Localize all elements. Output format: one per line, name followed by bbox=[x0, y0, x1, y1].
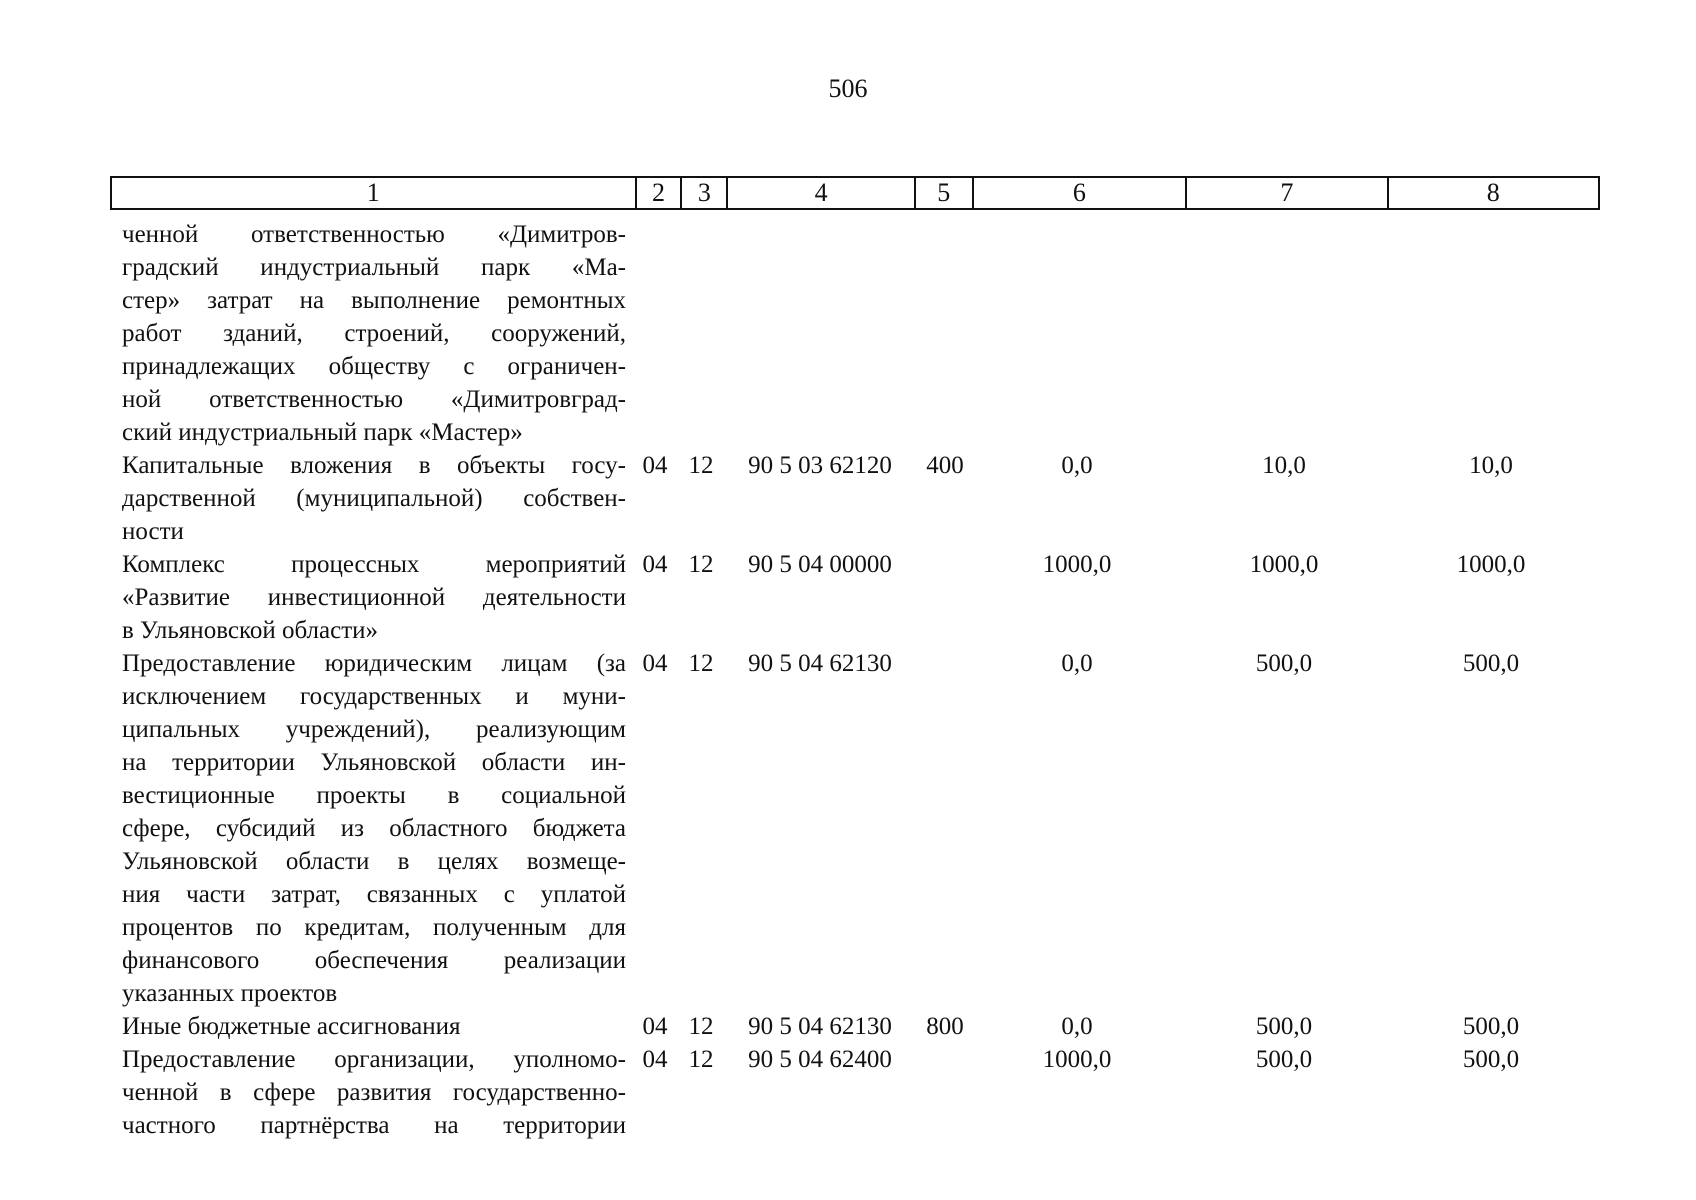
description-line: частного партнёрства на территории bbox=[122, 1112, 626, 1139]
amount-col-7: 1000,0 bbox=[1249, 551, 1319, 578]
table-row bbox=[110, 218, 1600, 449]
target-article-code: 90 5 04 00000 bbox=[748, 551, 892, 578]
amount-col-8: 500,0 bbox=[1462, 1013, 1520, 1040]
row-description bbox=[110, 449, 630, 548]
section-code: 04 bbox=[642, 452, 668, 479]
subsection-code: 12 bbox=[688, 1046, 714, 1073]
amount-col-8 bbox=[1386, 218, 1596, 449]
description-line: Иные бюджетные ассигнования bbox=[122, 1013, 461, 1040]
description-line: Предоставление организации, уполномо- bbox=[122, 1046, 626, 1073]
section-code: 04 bbox=[642, 551, 668, 578]
description-line: процентов по кредитам, полученным для bbox=[122, 914, 626, 941]
target-article-code bbox=[722, 218, 918, 449]
amount-col-6: 0,0 bbox=[1061, 452, 1093, 479]
header-col-7: 7 bbox=[1187, 178, 1388, 208]
expense-type-code bbox=[918, 647, 972, 1010]
subsection-code: 12 bbox=[688, 551, 714, 578]
description-line: указанных проектов bbox=[122, 980, 338, 1007]
amount-col-7: 10,0 bbox=[1262, 452, 1306, 479]
description-line: в Ульяновской области» bbox=[122, 617, 379, 644]
expense-type-code bbox=[918, 218, 972, 449]
amount-col-7: 500,0 bbox=[1255, 1046, 1313, 1073]
table-header-row bbox=[110, 176, 1600, 210]
amount-col-7: 500,0 bbox=[1255, 1013, 1313, 1040]
header-col-8: 8 bbox=[1486, 178, 1500, 207]
page-number: 506 bbox=[828, 74, 868, 103]
subsection-code: 12 bbox=[688, 452, 714, 479]
subsection-code: 12 bbox=[688, 650, 714, 677]
description-line: «Развитие инвестиционной деятельности bbox=[122, 584, 626, 611]
row-description bbox=[110, 1043, 630, 1142]
amount-col-6 bbox=[972, 218, 1182, 449]
row-description bbox=[110, 548, 630, 647]
description-line: ченной в сфере развития государственно- bbox=[122, 1079, 626, 1106]
amount-col-6: 1000,0 bbox=[1042, 551, 1112, 578]
description-line: Ульяновской области в целях возмеще- bbox=[122, 848, 626, 875]
row-description bbox=[110, 1010, 630, 1043]
description-line: Предоставление юридическим лицам (за bbox=[122, 650, 626, 677]
header-col-1: 1 bbox=[112, 178, 637, 208]
description-line: ченной ответственностью «Димитров- bbox=[122, 221, 626, 248]
amount-col-8: 1000,0 bbox=[1456, 551, 1526, 578]
header-col-3: 3 bbox=[682, 178, 728, 208]
header-col-6: 6 bbox=[974, 178, 1187, 208]
table-body bbox=[110, 218, 1600, 1142]
description-line: на территории Ульяновской области ин- bbox=[122, 749, 626, 776]
amount-col-6: 1000,0 bbox=[1042, 1046, 1112, 1073]
row-description bbox=[110, 218, 630, 449]
description-line: градский индустриальный парк «Ма- bbox=[122, 254, 626, 281]
target-article-code: 90 5 04 62400 bbox=[748, 1046, 892, 1073]
description-line: стер» затрат на выполнение ремонтных bbox=[122, 287, 626, 314]
description-line: ский индустриальный парк «Мастер» bbox=[122, 419, 523, 446]
amount-col-6: 0,0 bbox=[1061, 650, 1093, 677]
subsection-code bbox=[680, 218, 722, 449]
section-code: 04 bbox=[642, 650, 668, 677]
description-line: ной ответственностью «Димитровград- bbox=[122, 386, 626, 413]
amount-col-8: 10,0 bbox=[1469, 452, 1513, 479]
description-line: принадлежащих обществу с ограничен- bbox=[122, 353, 626, 380]
table-row bbox=[110, 647, 1600, 1010]
description-line: ния части затрат, связанных с уплатой bbox=[122, 881, 626, 908]
table-row bbox=[110, 449, 1600, 548]
amount-col-6: 0,0 bbox=[1061, 1013, 1093, 1040]
target-article-code: 90 5 04 62130 bbox=[748, 650, 892, 677]
description-line: исключением государственных и муни- bbox=[122, 683, 626, 710]
section-code: 04 bbox=[642, 1013, 668, 1040]
description-line: ципальных учреждений), реализующим bbox=[122, 716, 626, 743]
expense-type-code bbox=[918, 548, 972, 647]
header-col-2: 2 bbox=[637, 178, 683, 208]
subsection-code: 12 bbox=[688, 1013, 714, 1040]
description-line: сфере, субсидий из областного бюджета bbox=[122, 815, 626, 842]
section-code: 04 bbox=[642, 1046, 668, 1073]
amount-col-7 bbox=[1182, 218, 1386, 449]
target-article-code: 90 5 04 62130 bbox=[748, 1013, 892, 1040]
description-line: работ зданий, строений, сооружений, bbox=[122, 320, 626, 347]
amount-col-8: 500,0 bbox=[1462, 1046, 1520, 1073]
description-line: финансового обеспечения реализации bbox=[122, 947, 626, 974]
expense-type-code: 400 bbox=[926, 452, 964, 479]
expense-type-code: 800 bbox=[926, 1013, 964, 1040]
description-line: ности bbox=[122, 518, 184, 545]
description-line: дарственной (муниципальной) собствен- bbox=[122, 485, 626, 512]
row-description bbox=[110, 647, 630, 1010]
expense-type-code bbox=[918, 1043, 972, 1142]
description-line: Капитальные вложения в объекты госу- bbox=[122, 452, 626, 479]
header-col-5: 5 bbox=[916, 178, 974, 208]
amount-col-8: 500,0 bbox=[1462, 650, 1520, 677]
table-row bbox=[110, 1043, 1600, 1142]
target-article-code: 90 5 03 62120 bbox=[748, 452, 892, 479]
header-col-4: 4 bbox=[728, 178, 916, 208]
description-line: Комплекс процессных мероприятий bbox=[122, 551, 626, 578]
table-row bbox=[110, 1010, 1600, 1043]
description-line: вестиционные проекты в социальной bbox=[122, 782, 626, 809]
table-row bbox=[110, 548, 1600, 647]
amount-col-7: 500,0 bbox=[1255, 650, 1313, 677]
section-code bbox=[630, 218, 680, 449]
